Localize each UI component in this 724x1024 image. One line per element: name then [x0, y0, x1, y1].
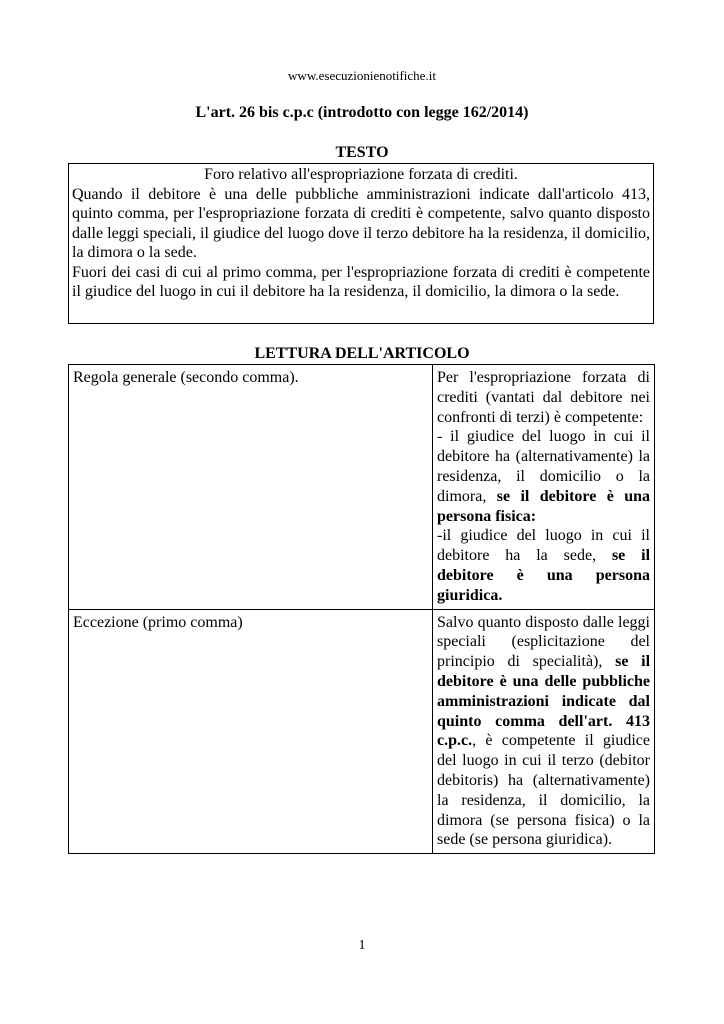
regola-bold-2: se il debitore è una persona fisica: [437, 487, 651, 525]
eccezione-text-1: Salvo quanto disposto dalle leggi speciali (esplicitazione del principio di specialità), [437, 613, 650, 671]
lettura-heading: LETTURA DELL'ARTICOLO [254, 345, 470, 362]
page-number: 1 [358, 938, 366, 953]
testo-caption: Foro relativo all'espropriazione forzata di crediti. [204, 166, 518, 183]
lettura-table [68, 364, 655, 854]
regola-text-3: -il giudice del luogo in cui il debitore ha la sede, [437, 527, 650, 565]
website-url: www.esecuzionienotifiche.it [288, 68, 436, 83]
row-label-regola: Regola generale (secondo comma). [69, 365, 433, 610]
table-row-regola [69, 365, 655, 610]
testo-box [68, 163, 654, 324]
row-desc-eccezione [433, 609, 655, 854]
row-label-eccezione: Eccezione (primo comma) [69, 609, 433, 854]
row-desc-regola [433, 365, 655, 610]
document-title: L'art. 26 bis c.p.c (introdotto con legge 162/2014) [195, 104, 529, 121]
testo-paragraph-1: Quando il debitore è una delle pubbliche amministrazioni indicate dall'articolo 413, quinto comma, per l'espropriazione forzata di crediti è competente, salvo quanto disposto dalle leggi speciali, il giudice del luogo dove il terzo debitore ha la residenza, il domicilio, la dimora o la sede. [72, 185, 650, 261]
regola-text-2: - il giudice del luogo in cui il debitore ha (alternativamente) la residenza, il domicilio o la dimora, [437, 428, 650, 505]
regola-text-1: Per l'espropriazione forzata di crediti (vantati dal debitore nei confronti di terzi) è competente: [437, 369, 650, 426]
eccezione-text-2: , è competente il giudice del luogo in cui il terzo (debitor debitoris) ha (alternativamente) la residenza, il domicilio, la dimora (se persona fisica) o la sede (se persona giuridica). [437, 732, 650, 849]
table-row-eccezione [69, 609, 655, 854]
eccezione-bold-1: se il debitore è una delle pubbliche amministrazioni indicate dal quinto comma dell'art. 413 c.p.c. [437, 653, 651, 750]
regola-bold-3: se il debitore è una persona giuridica. [437, 547, 651, 604]
testo-heading: TESTO [335, 144, 389, 161]
testo-paragraph-2: Fuori dei casi di cui al primo comma, per l'espropriazione forzata di crediti è competente il giudice del luogo in cui il debitore ha la residenza, il domicilio, la dimora o la sede. [72, 263, 650, 300]
